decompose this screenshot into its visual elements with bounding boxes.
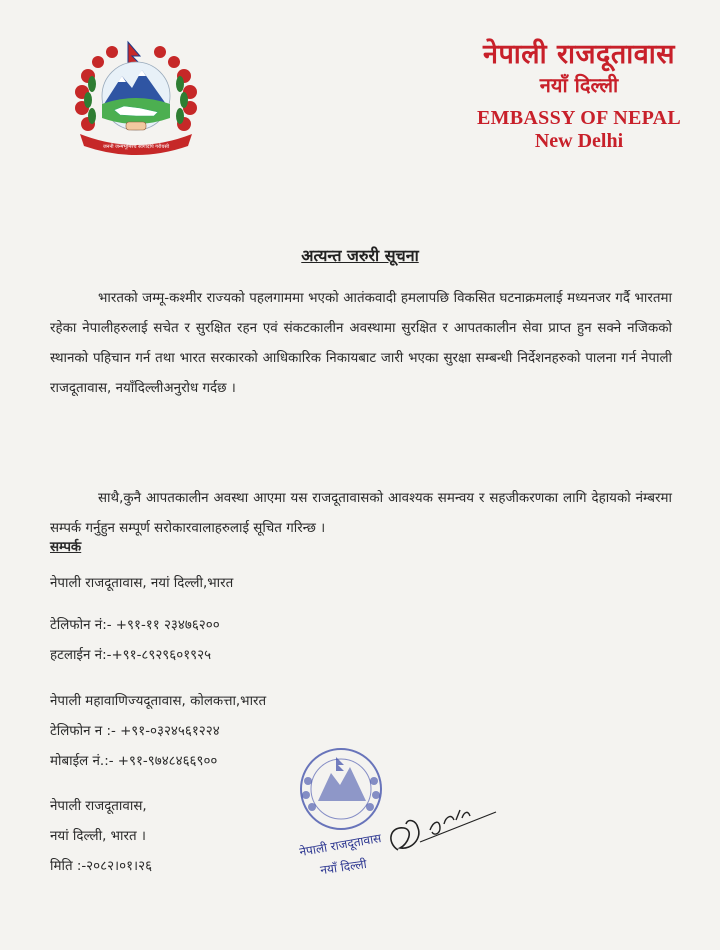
embassy-city-english: New Delhi [534,130,624,152]
emblem-motto: जननी जन्मभूमिश्च स्वर्गादपि गरीयसी [102,144,170,150]
embassy-telephone: टेलिफोन नं:- +९१-११ २३४७६२०० [50,618,220,633]
embassy-name-nepali: नेपाली राजदूतावास [482,39,676,70]
notice-paragraph-2: साथै,कुनै आपतकालीन अवस्था आएमा यस राजदूतावासको आवश्यक समन्वय र सहजीकरणका लागि देहायको नंम्बरमा सम्पर्क गर्नुहुन सम्पूर्ण सरोकारवालाहरुलाई सूचित गरिन्छ । [50,491,672,536]
footer-date: मिति :-२०८२।०१।२६ [50,859,153,874]
consulate-contact-name: नेपाली महावाणिज्यदूतावास, कोलकत्ता,भारत [50,694,267,709]
seal-text-line1: नेपाली राजदूतावास [298,830,383,860]
seal-text-line2: नयाँ दिल्ली [319,856,368,878]
notice-paragraph-1: भारतको जम्मू-कश्मीर राज्यको पहलगाममा भएको आतंकवादी हमलापछि विकसित घटनाक्रमलाई मध्यनजर गर्दै भारतमा रहेका नेपालीहरुलाई सचेत र सुरक्षित रहन एवं संकटकालीन अवस्थामा सुरक्षित र आपतकालीन सेवा प्राप्त हुन सक्ने नजिकको स्थानको पहिचान गर्न तथा भारत सरकारको आधिकारिक निकायबाट जारी भएका सुरक्षा सम्बन्धी निर्देशनहरुको पालना गर्न नेपाली राजदूतावास, नयाँदिल्लीअनुरोध गर्दछ । [50,291,672,396]
consulate-mobile: मोबाईल नं.:- +९१-९७४८४६६९०० [50,754,218,769]
consulate-telephone: टेलिफोन न :- +९१-०३२४५६१२२४ [50,724,220,739]
embassy-hotline: हटलाईन नं:-+९१-८९२९६०१९२५ [50,648,212,663]
letterhead [454,38,704,152]
nepal-coat-of-arms-icon [66,38,206,160]
contact-heading: सम्पर्क [50,540,82,555]
embassy-contact-name: नेपाली राजदूतावास, नयां दिल्ली,भारत [50,576,234,591]
embassy-name-english: EMBASSY OF NEPAL [476,107,682,129]
notice-title: अत्यन्त जरुरी सूचना [301,246,419,265]
footer-city: नयां दिल्ली, भारत । [50,829,146,844]
footer-issuer: नेपाली राजदूतावास, [50,799,147,814]
signature-icon [378,790,498,870]
embassy-city-nepali: नयाँ दिल्ली [539,73,619,97]
